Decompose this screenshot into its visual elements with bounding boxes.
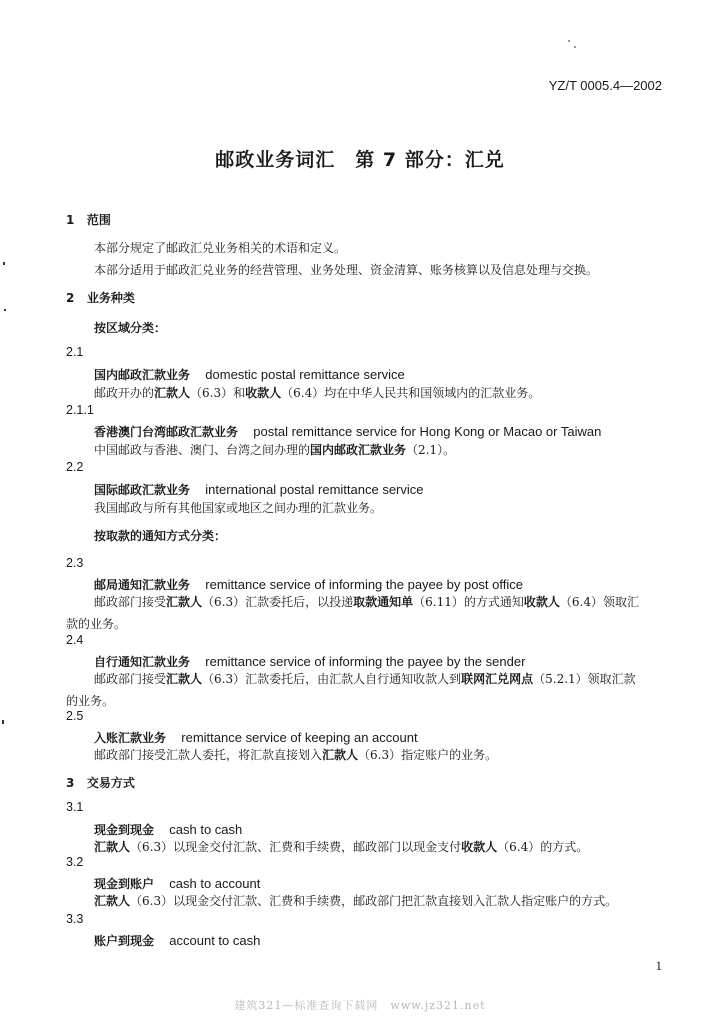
section-number: 3	[66, 776, 75, 790]
term-en: remittance service of keeping an account	[181, 730, 418, 745]
paragraph: 本部分适用于邮政汇兑业务的经营管理、业务处理、资金清算、账务核算以及信息处理与交换。	[94, 263, 599, 277]
term-line	[94, 364, 405, 383]
paragraph: 本部分规定了邮政汇兑业务相关的术语和定义。	[94, 241, 347, 255]
term-zh: 账户到现金	[94, 934, 155, 948]
term-en: domestic postal remittance service	[205, 367, 405, 382]
term-en: account to cash	[169, 933, 261, 948]
term-zh: 现金到现金	[94, 823, 155, 837]
section-title: 业务种类	[86, 291, 135, 305]
definition: 我国邮政与所有其他国家或地区之间办理的汇款业务。	[94, 501, 383, 515]
term-en: cash to cash	[169, 822, 243, 837]
section-number: 1	[66, 213, 75, 227]
term-en: cash to account	[169, 876, 261, 891]
section-title: 范围	[86, 213, 111, 227]
section-3-heading	[66, 774, 135, 791]
term-line	[94, 930, 260, 949]
term-line	[94, 421, 601, 440]
term-zh: 国内邮政汇款业务	[94, 368, 191, 382]
entry-number: 3.2	[66, 855, 84, 869]
entry-number: 2.2	[66, 460, 84, 474]
term-zh: 国际邮政汇款业务	[94, 483, 191, 497]
watermark-footer: 建筑321—标准查询下载网 www.jz321.net	[234, 999, 486, 1012]
scan-speck	[2, 720, 4, 724]
definition: 中国邮政与香港、澳门、台湾之间办理的国内邮政汇款业务（2.1）。	[94, 443, 456, 457]
section-number: 2	[66, 291, 75, 305]
term-zh: 现金到账户	[94, 877, 155, 891]
scan-speck	[4, 309, 6, 311]
term-zh: 邮局通知汇款业务	[94, 578, 191, 592]
term-en: remittance service of informing the payee by post office	[205, 577, 523, 592]
entry-number: 3.3	[66, 912, 84, 926]
term-zh: 自行通知汇款业务	[94, 655, 191, 669]
section-2-heading	[66, 289, 135, 306]
term-zh: 香港澳门台湾邮政汇款业务	[94, 425, 239, 439]
entry-number: 2.5	[66, 709, 84, 723]
term-en: remittance service of informing the payee by the sender	[205, 654, 526, 669]
term-line	[94, 873, 260, 892]
term-en: international postal remittance service	[205, 482, 424, 497]
standard-number: YZ/T 0005.4—2002	[548, 78, 662, 93]
definition: 邮政部门接受汇款人委托，将汇款直接划入汇款人（6.3）指定账户的业务。	[94, 748, 498, 762]
entry-number: 3.1	[66, 800, 84, 814]
document-title: 邮政业务词汇 第 7 部分：汇兑	[215, 149, 505, 171]
scan-speck	[568, 40, 570, 42]
entry-number: 2.3	[66, 556, 84, 570]
definition: 邮政部门接受汇款人（6.3）汇款委托后，以投递取款通知单（6.11）的方式通知收款人（6.4）领取汇款的业务。	[66, 595, 639, 631]
definition: 邮政开办的汇款人（6.3）和收款人（6.4）均在中华人民共和国领域内的汇款业务。	[94, 386, 541, 400]
term-line	[94, 819, 242, 838]
definition: 邮政部门接受汇款人（6.3）汇款委托后，由汇款人自行通知收款人到联网汇兑网点（5.2.1）领取汇款的业务。	[66, 672, 636, 708]
entry-number: 2.1.1	[66, 403, 94, 417]
scan-speck	[574, 46, 576, 48]
definition: 汇款人（6.3）以现金交付汇款、汇费和手续费，邮政部门以现金支付收款人（6.4）的方式。	[94, 840, 589, 854]
term-en: postal remittance service for Hong Kong or Macao or Taiwan	[253, 424, 602, 439]
section-1-heading	[66, 211, 111, 228]
entry-number: 2.1	[66, 345, 84, 359]
group-heading: 按取款的通知方式分类：	[94, 529, 227, 543]
term-zh: 入账汇款业务	[94, 731, 167, 745]
group-heading: 按区域分类：	[94, 321, 167, 335]
scan-speck	[3, 262, 5, 265]
entry-number: 2.4	[66, 633, 84, 647]
definition: 汇款人（6.3）以现金交付汇款、汇费和手续费，邮政部门把汇款直接划入汇款人指定账户的方式。	[94, 894, 618, 908]
term-line	[94, 479, 424, 498]
term-line	[94, 727, 418, 746]
section-title: 交易方式	[86, 776, 135, 790]
page-number: 1	[655, 958, 662, 973]
